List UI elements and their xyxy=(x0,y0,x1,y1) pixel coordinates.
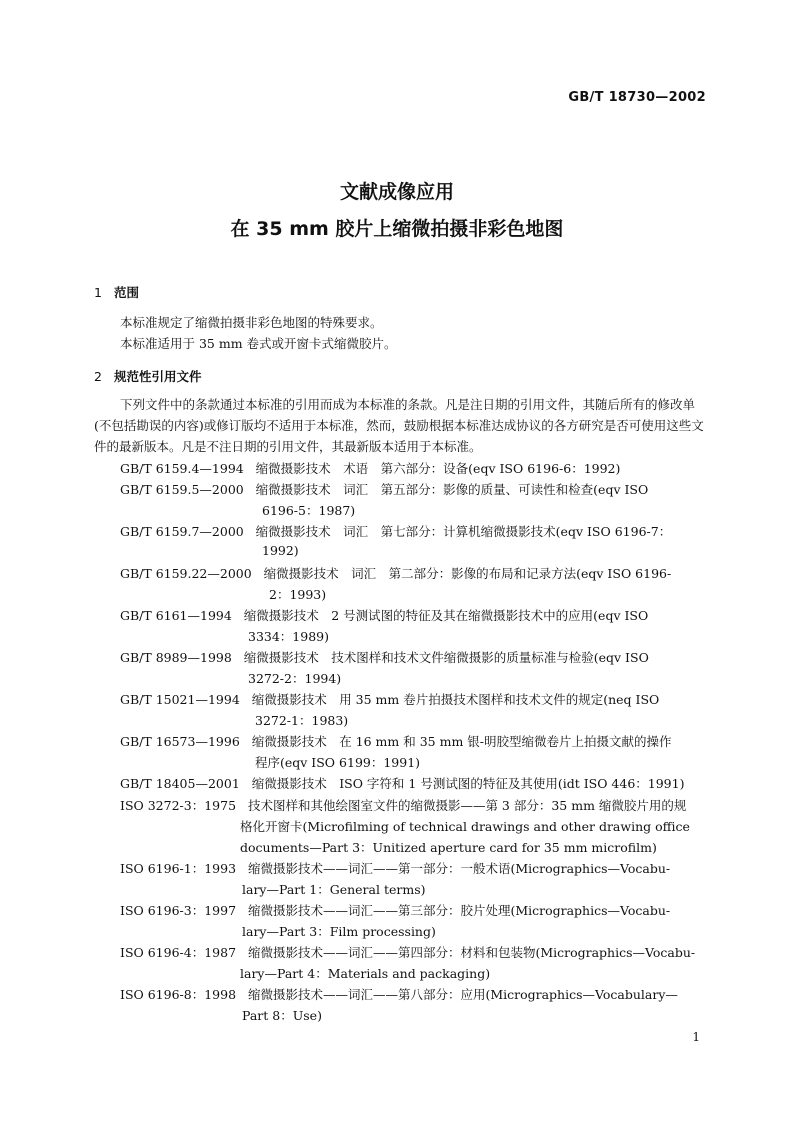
ref-item xyxy=(120,774,684,792)
ref-text-cont: 3272-2：1994) xyxy=(248,671,342,686)
ref-text-cont: lary—Part 4：Materials and packaging) xyxy=(240,966,491,981)
ref-text: 缩微摄影技术——词汇——第三部分：胶片处理(Micrographics—Vocabu- xyxy=(247,903,671,918)
section-number: 1 xyxy=(94,285,102,300)
ref-text-cont: 格化开窗卡(Microfilming of technical drawings and other drawing office xyxy=(240,819,690,834)
ref-text-cont: 程序(eqv ISO 6199：1991) xyxy=(255,755,421,770)
ref-item xyxy=(120,522,671,540)
iso-ref-item xyxy=(120,796,686,814)
ref-code: GB/T 6159.5—2000 xyxy=(120,482,244,497)
ref-text: 技术图样和其他绘图室文件的缩微摄影——第 3 部分：35 mm 缩微胶片用的规 xyxy=(247,798,687,813)
ref-code: GB/T 6159.4—1994 xyxy=(120,461,244,476)
ref-text: 缩微摄影技术——词汇——第四部分：材料和包装物(Micrographics—Vocabu- xyxy=(247,945,696,960)
ref-item xyxy=(120,480,648,498)
iso-ref-item xyxy=(120,985,678,1003)
ref-text-cont: 3334：1989) xyxy=(248,629,329,644)
iso-ref-item xyxy=(120,901,670,919)
ref-text-cont: 3272-1：1983) xyxy=(255,713,349,728)
ref-code: ISO 6196-3：1997 xyxy=(120,903,237,918)
ref-code: GB/T 6161—1994 xyxy=(120,608,232,623)
ref-text: 缩微摄影技术 词汇 第二部分：影像的布局和记录方法(eqv ISO 6196- xyxy=(263,566,672,581)
ref-code: GB/T 15021—1994 xyxy=(120,692,240,707)
ref-code: GB/T 16573—1996 xyxy=(120,734,240,749)
ref-code: ISO 3272-3：1975 xyxy=(120,798,237,813)
ref-item xyxy=(120,732,672,750)
ref-text-cont: lary—Part 3：Film processing) xyxy=(242,924,436,939)
ref-text: 缩微摄影技术 在 16 mm 和 35 mm 银-明胶型缩微卷片上拍摄文献的操作 xyxy=(251,734,672,749)
ref-text: 缩微摄影技术 词汇 第七部分：计算机缩微摄影技术(eqv ISO 6196-7： xyxy=(255,524,672,539)
ref-text: 缩微摄影技术 ISO 字符和 1 号测试图的特征及其使用(idt ISO 446：1991) xyxy=(251,776,685,791)
ref-item xyxy=(120,564,671,582)
page-number: 1 xyxy=(692,1030,700,1044)
ref-text: 缩微摄影技术 用 35 mm 卷片拍摄技术图样和技术文件的规定(neq ISO xyxy=(251,692,660,707)
ref-item xyxy=(120,459,620,477)
ref-text: 缩微摄影技术 词汇 第五部分：影像的质量、可读性和检查(eqv ISO xyxy=(255,482,649,497)
iso-ref-item xyxy=(120,859,670,877)
references-intro: 下列文件中的条款通过本标准的引用而成为本标准的条款。凡是注日期的引用文件，其随后所有的修改单(不包括勘误的内容)或修订版均不适用于本标准，然而，鼓励根据本标准达成协议的各方研究是否可使用这些文件的最新版本。凡是不注日期的引用文件，其最新版本适用于本标准。 xyxy=(94,397,704,454)
title-line-1: 文献成像应用 xyxy=(339,181,454,203)
ref-text: 缩微摄影技术 技术图样和技术文件缩微摄影的质量标准与检验(eqv ISO xyxy=(243,650,649,665)
section-1-heading xyxy=(94,283,139,301)
ref-code: ISO 6196-4：1987 xyxy=(120,945,237,960)
section-2-heading xyxy=(94,367,202,385)
title-line-2: 在 35 mm 胶片上缩微拍摄非彩色地图 xyxy=(230,218,564,240)
section-title: 规范性引用文件 xyxy=(114,369,202,384)
ref-text-cont: 2：1993) xyxy=(269,587,327,602)
ref-item xyxy=(120,690,659,708)
section-number: 2 xyxy=(94,369,102,384)
ref-code: ISO 6196-8：1998 xyxy=(120,987,237,1002)
standard-code: GB/T 18730—2002 xyxy=(568,90,706,105)
ref-text-cont: Part 8：Use) xyxy=(242,1008,322,1023)
ref-text: 缩微摄影技术——词汇——第一部分：一般术语(Micrographics—Vocabu- xyxy=(247,861,671,876)
ref-code: GB/T 18405—2001 xyxy=(120,776,240,791)
ref-code: GB/T 8989—1998 xyxy=(120,650,232,665)
ref-item xyxy=(120,606,648,624)
scope-line-1: 本标准规定了缩微拍摄非彩色地图的特殊要求。 xyxy=(120,315,383,330)
ref-text-cont: lary—Part 1：General terms) xyxy=(242,882,426,897)
ref-text-cont: 6196-5：1987) xyxy=(262,503,356,518)
section-title: 范围 xyxy=(114,285,140,300)
ref-text-cont: 1992) xyxy=(262,543,299,558)
ref-item xyxy=(120,648,649,666)
ref-code: ISO 6196-1：1993 xyxy=(120,861,237,876)
ref-code: GB/T 6159.22—2000 xyxy=(120,566,252,581)
iso-ref-item xyxy=(120,943,695,961)
ref-code: GB/T 6159.7—2000 xyxy=(120,524,244,539)
scope-line-2: 本标准适用于 35 mm 卷式或开窗卡式缩微胶片。 xyxy=(120,336,397,351)
ref-text: 缩微摄影技术 2 号测试图的特征及其在缩微摄影技术中的应用(eqv ISO xyxy=(243,608,649,623)
ref-text-cont: documents—Part 3：Unitized aperture card for 35 mm microfilm) xyxy=(240,840,657,855)
ref-text: 缩微摄影技术——词汇——第八部分：应用(Micrographics—Vocabulary— xyxy=(247,987,678,1002)
ref-text: 缩微摄影技术 术语 第六部分：设备(eqv ISO 6196-6：1992) xyxy=(255,461,621,476)
